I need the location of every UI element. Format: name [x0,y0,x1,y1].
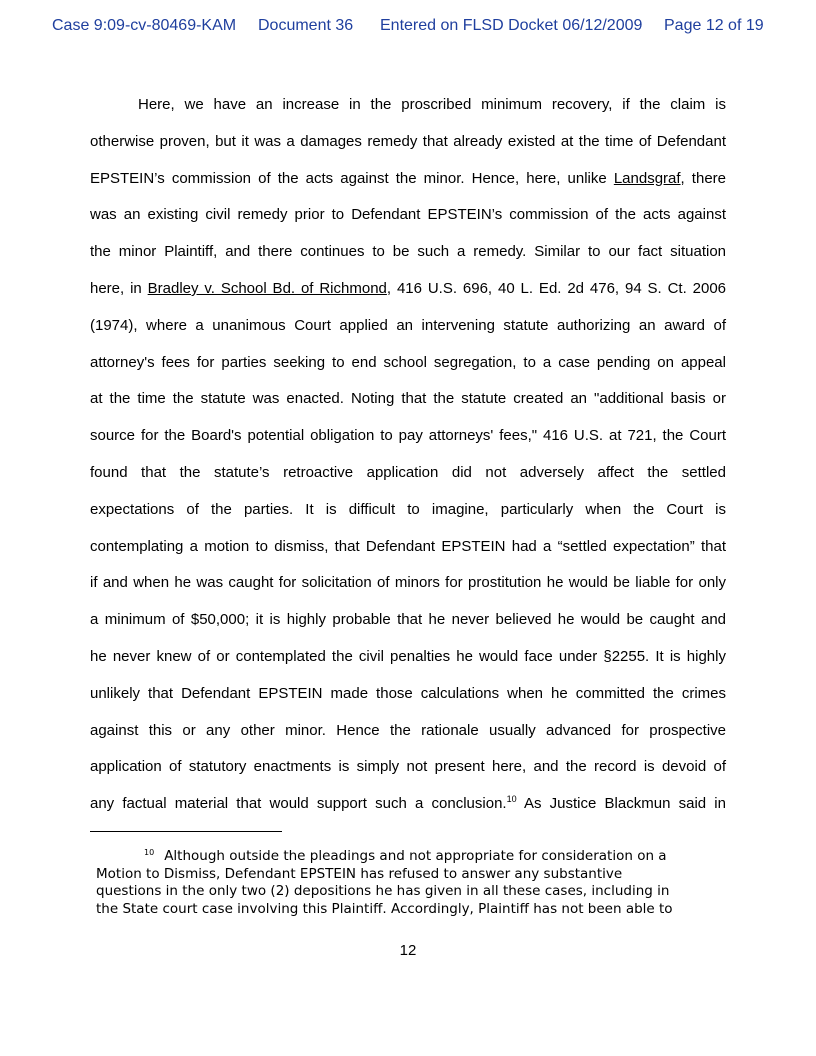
docket-entry-date: Entered on FLSD Docket 06/12/2009 [380,17,643,34]
body-line: Here, we have an increase in the proscribed minimum recovery, if the claim is [138,96,726,113]
body-line: source for the Board's potential obligation to pay attorneys' fees," 416 U.S. at 721, the Court [90,427,726,445]
footnote [96,848,700,918]
body-text-segment: , there [680,169,726,187]
page-count: Page 12 of 19 [664,17,764,34]
body-line: attorney's fees for parties seeking to end school segregation, to a case pending on appeal [90,353,726,371]
footnote-line [96,848,700,866]
document-number: Document 36 [258,17,354,34]
docket-header [52,17,772,39]
footnote-reference: 10 [506,794,517,805]
body-line: a minimum of $50,000; it is highly probable that he never believed he would be caught and [90,611,726,629]
page-number: 12 [399,942,417,959]
body-line: unlikely that Defendant EPSTEIN made those calculations when he committed the crimes [90,684,726,702]
body-text-segment: As Justice Blackmun said in [516,795,726,813]
body-text-segment: , 416 U.S. 696, 40 L. Ed. 2d 476, 94 S. Ct. 2006 [386,279,727,297]
body-line: (1974), where a unanimous Court applied an intervening statute authorizing an award of [90,316,726,334]
body-line: against this or any other minor. Hence the rationale usually advanced for prospective [90,721,726,739]
body-line: he never knew of or contemplated the civil penalties he would face under §2255. It is highly [90,647,726,665]
body-line: found that the statute’s retroactive application did not adversely affect the settled [90,463,726,481]
case-citation-landsgraf: Landsgraf [613,169,681,187]
footnote-separator [90,831,282,832]
body-line: at the time the statute was enacted. Noting that the statute created an "additional basis or [90,390,726,408]
case-citation-bradley: Bradley v. School Bd. of Richmond [147,279,387,297]
body-line: expectations of the parties. It is difficult to imagine, particularly when the Court is [90,500,726,518]
body-line [90,786,726,823]
footnote-line: the State court case involving this Plaintiff. Accordingly, Plaintiff has not been able to [96,900,673,917]
body-paragraph [90,87,726,823]
body-line: was an existing civil remedy prior to Defendant EPSTEIN’s commission of the acts against [90,206,726,224]
body-text-segment: any factual material that would support such a conclusion. [90,795,507,813]
footnote-line: questions in the only two (2) depositions he has given in all these cases, including in [96,883,670,899]
body-text-segment: EPSTEIN’s commission of the acts against the minor. Hence, here, unlike [90,169,614,187]
body-line: otherwise proven, but it was a damages remedy that already existed at the time of Defendant [90,132,726,150]
body-line [90,161,726,198]
body-line: contemplating a motion to dismiss, that Defendant EPSTEIN had a “settled expectation” that [90,537,726,555]
body-line: if and when he was caught for solicitation of minors for prostitution he would be liable for only [90,574,726,592]
body-line [90,271,726,308]
body-line: the minor Plaintiff, and there continues to be such a remedy. Similar to our fact situation [90,243,726,261]
footnote-line: Motion to Dismiss, Defendant EPSTEIN has refused to answer any substantive [96,865,623,882]
footnote-text: Although outside the pleadings and not appropriate for consideration on a [164,848,667,864]
body-line: application of statutory enactments is simply not present here, and the record is devoid of [90,758,726,776]
body-text-segment: here, in [90,279,148,297]
footnote-number: 10 [144,847,155,857]
case-number: Case 9:09-cv-80469-KAM [52,17,237,34]
